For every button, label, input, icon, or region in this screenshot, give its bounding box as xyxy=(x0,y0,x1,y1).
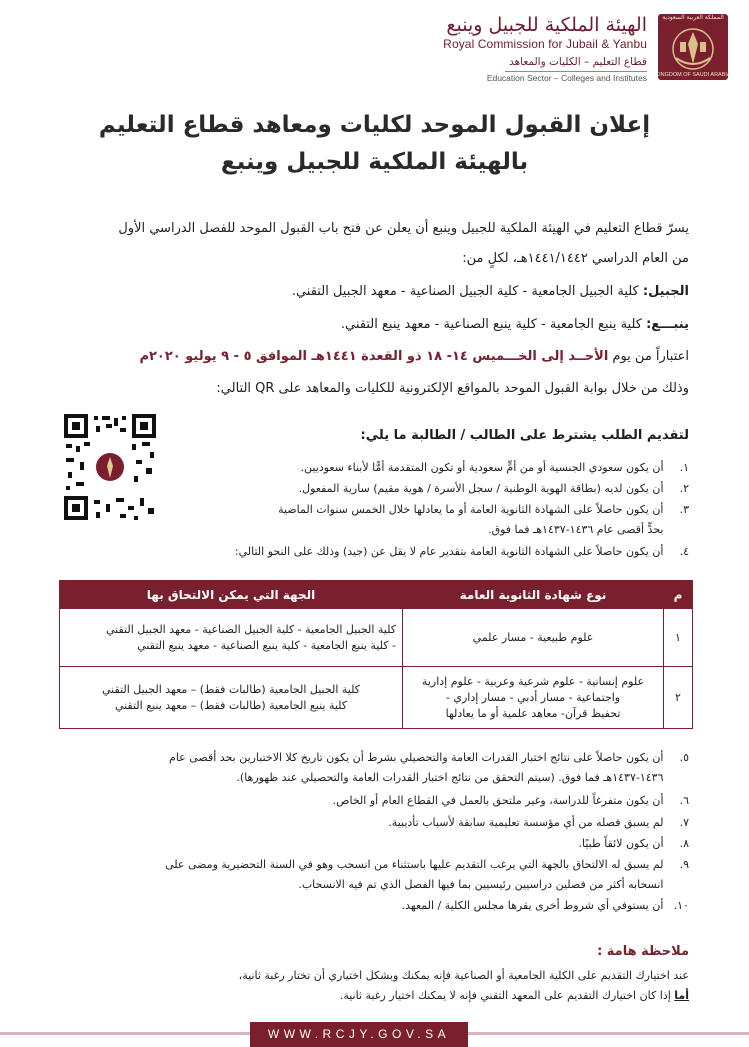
header-divider xyxy=(505,71,647,72)
org-name-arabic: الهيئة الملكية للجبيل وينبع xyxy=(446,14,647,36)
org-name-english: Royal Commission for Jubail & Yanbu xyxy=(443,37,647,51)
date-highlight: الأحــد إلى الخـــميس ١٤- ١٨ ذو القعدة ١٤٤١هـ الموافق ٥ - ٩ يوليو ٢٠٢٠م xyxy=(139,349,609,364)
requirement-item: ١. أن يكون سعودي الجنسية أو من أمٍّ سعودية أو تكون المتقدمة أمًّا لأبناء سعوديين. xyxy=(300,461,689,474)
jubail-colleges: كلية الجبيل الجامعية - كلية الجبيل الصناعية - معهد الجبيل التقني. xyxy=(291,284,643,299)
jubail-line xyxy=(60,283,689,301)
note-line-1: عند اختيارك التقديم على الكلية الجامعية أو الصناعية فإنه يمكنك وبشكل اختياري أن تختار رغبة ثانية، xyxy=(238,969,689,982)
requirement-item: ٥. أن يكون حاصلاً على نتائج اختبار القدرات العامة والتحصيلي بشرط أن يكون تاريخ كلا الاختبارين بحد أقصى عام xyxy=(169,751,689,764)
row-num: ١ xyxy=(664,609,693,667)
note-emphasis: أما xyxy=(674,989,689,1002)
page-title-line-2: بالهيئة الملكية للجبيل وينبع xyxy=(220,149,529,175)
sector-english: Education Sector – Colleges and Institutes xyxy=(486,73,647,83)
note-heading: ملاحظة هامة : xyxy=(597,944,689,959)
jubail-label: الجبيل: xyxy=(642,284,689,299)
requirement-item: ٦. أن يكون متفرغاً للدراسة، وغير ملتحق بالعمل في القطاع العام أو الخاص. xyxy=(332,794,689,807)
yanbu-colleges: كلية ينبع الجامعية - كلية ينبع الصناعية - معهد ينبع التقني. xyxy=(340,317,647,332)
requirement-item: ٢. أن يكون لديه (بطاقة الهوية الوطنية / سجل الأسرة / هوية مقيم) سارية المفعول. xyxy=(298,482,689,495)
column-header-type: نوع شهادة الثانوية العامة xyxy=(403,581,664,609)
sector-arabic: قطاع التعليم – الكليات والمعاهد xyxy=(509,56,647,68)
requirement-item: ١٠. أن يستوفي أي شروط أخرى يقرها مجلس الكلية / المعهد. xyxy=(401,899,689,912)
date-prefix: اعتباراً من يوم xyxy=(608,349,689,364)
column-header-destination: الجهة التي يمكن الالتحاق بها xyxy=(60,581,403,609)
certificate-table xyxy=(59,580,693,729)
logo-text-english: KINGDOM OF SAUDI ARABIA xyxy=(655,72,731,78)
logo-text-arabic: المملكة العربية السعودية xyxy=(662,14,724,21)
yanbu-line xyxy=(60,316,689,334)
intro-line-1: يسرّ قطاع التعليم في الهيئة الملكية للجبيل وينبع أن يعلن عن فتح باب القبول الموحد للفصل الدراسي الأول xyxy=(118,221,689,236)
portal-line: وذلك من خلال بوابة القبول الموحد بالمواقع الإلكترونية للكليات والمعاهد على QR التالي: xyxy=(216,381,689,396)
qr-code-icon[interactable] xyxy=(62,412,158,522)
requirement-item: ٤. أن يكون حاصلاً على الشهادة الثانوية العامة بتقدير عام لا يقل عن (جيد) وذلك على النحو التالي: xyxy=(234,545,689,558)
row-destination: كلية الجبيل الجامعية (طالبات فقط) – معهد الجبيل التقني كلية ينبع الجامعية (طالبات فقط) – معهد ينبع التقني xyxy=(60,667,403,729)
table-header-row xyxy=(60,581,693,609)
table-row xyxy=(60,667,693,729)
requirement-item: ٩. لم يسبق له الالتحاق بالجهة التي يرغب التقديم عليها باستثناء من انسحب وهو في السنة التحضيرية ومضى على xyxy=(165,858,689,871)
column-header-num: م xyxy=(664,581,693,609)
requirement-item: ٨. أن يكون لائقاً طبيًا. xyxy=(578,837,689,850)
note-line-2: أما إذا كان اختيارك التقديم على المعهد التقني فإنه لا يمكنك اختيار رغبة ثانية. xyxy=(339,989,689,1002)
website-link[interactable]: WWW.RCJY.GOV.SA xyxy=(250,1022,468,1047)
yanbu-label: ينبـــع: xyxy=(646,317,689,332)
requirements-heading: لتقديم الطلب يشترط على الطالب / الطالبة ما يلي: xyxy=(360,428,689,443)
date-line xyxy=(60,348,689,366)
requirement-item-continued: ١٤٣٦-١٤٣٧هـ فما فوق. (سيتم التحقق من نتائج اختبار القدرات العامة والتحصيلي عند ظهورها). xyxy=(236,771,664,784)
requirement-item: ٣. أن يكون حاصلاً على الشهادة الثانوية العامة أو ما يعادلها خلال الخمس سنوات الماضية xyxy=(278,503,689,516)
row-type: علوم إنسانية - علوم شرعية وعربية - علوم إدارية واجتماعية - مسار أدبي - مسار إداري - تحفيظ قرآن- معاهد علمية أو ما يعادلها xyxy=(403,667,664,729)
row-num: ٢ xyxy=(664,667,693,729)
table-row xyxy=(60,609,693,667)
row-type: علوم طبيعية - مسار علمي xyxy=(403,609,664,667)
page-title-line-1: إعلان القبول الموحد لكليات ومعاهد قطاع التعليم xyxy=(98,112,651,138)
requirement-item-continued: بحدٍّ أقصى عام ١٤٣٦-١٤٣٧هـ فما فوق. xyxy=(488,523,664,536)
requirement-item-continued: انسحابه أكثر من فصلين دراسيين رئيسيين بما فيها الفصل الذي تم فيه الانسحاب. xyxy=(298,878,664,891)
footer-line-right xyxy=(468,1032,749,1035)
requirement-item: ٧. لم يسبق فصله من أي مؤسسة تعليمية سابقة لأسباب تأديبية. xyxy=(388,816,689,829)
intro-line-2: من العام الدراسي ١٤٤١/١٤٤٢هـ، لكلٍ من: xyxy=(462,251,689,266)
footer-line-left xyxy=(0,1032,250,1035)
row-destination: كلية الجبيل الجامعية - كلية الجبيل الصناعية - معهد الجبيل التقني - كلية ينبع الجامعية - كلية ينبع الصناعية - معهد ينبع التقني xyxy=(60,609,403,667)
